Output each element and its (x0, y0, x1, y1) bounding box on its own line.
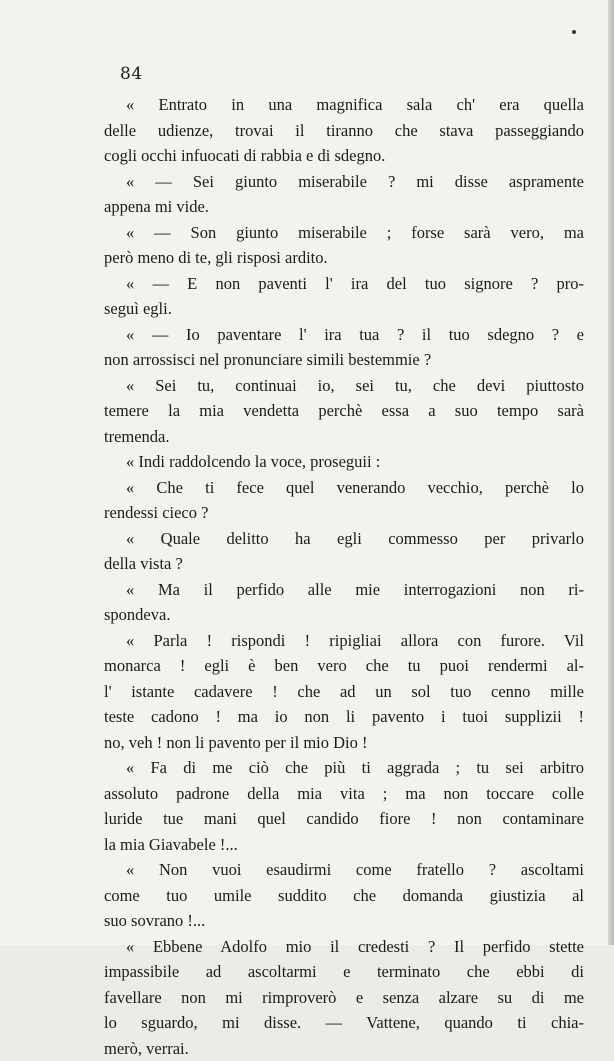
text-line: delle udienze, trovai il tiranno che stava passeggiando (104, 118, 584, 144)
text-line: monarca ! egli è ben vero che tu puoi rendermi al- (104, 653, 584, 679)
text-line: teste cadono ! ma io non li pavento i tuoi supplizii ! (104, 704, 584, 730)
text-line: « Che ti fece quel venerando vecchio, perchè lo (104, 475, 584, 501)
text-line: seguì egli. (104, 296, 584, 322)
text-line: « Quale delitto ha egli commesso per privarlo (104, 526, 584, 552)
text-line: della vista ? (104, 551, 584, 577)
body-text (104, 92, 584, 1061)
text-line: « — Sei giunto miserabile ? mi disse aspramente (104, 169, 584, 195)
text-line: come tuo umile suddito che domanda giustizia al (104, 883, 584, 909)
text-line: rendessi cieco ? (104, 500, 584, 526)
page-number: 84 (120, 64, 143, 84)
text-line: l' istante cadavere ! che ad un sol tuo cenno mille (104, 679, 584, 705)
text-line: però meno di te, gli risposi ardito. (104, 245, 584, 271)
text-line: « Non vuoi esaudirmi come fratello ? ascoltami (104, 857, 584, 883)
text-line: spondeva. (104, 602, 584, 628)
text-line: cogli occhi infuocati di rabbia e di sdegno. (104, 143, 584, 169)
text-line: lo sguardo, mi disse. — Vattene, quando ti chia- (104, 1010, 584, 1036)
text-line: no, veh ! non li pavento per il mio Dio ! (104, 730, 584, 756)
text-line: « Indi raddolcendo la voce, proseguii : (104, 449, 584, 475)
text-line: « Parla ! rispondi ! ripigliai allora con furore. Vil (104, 628, 584, 654)
text-line: assoluto padrone della mia vita ; ma non toccare colle (104, 781, 584, 807)
text-line: temere la mia vendetta perchè essa a suo tempo sarà (104, 398, 584, 424)
text-line: favellare non mi rimproverò e senza alzare su di me (104, 985, 584, 1011)
text-line: appena mi vide. (104, 194, 584, 220)
text-line: « — Io paventare l' ira tua ? il tuo sdegno ? e (104, 322, 584, 348)
text-line: merò, verrai. (104, 1036, 584, 1061)
text-line: non arrossisci nel pronunciare simili bestemmie ? (104, 347, 584, 373)
text-line: la mia Giavabele !... (104, 832, 584, 858)
text-line: « Ma il perfido alle mie interrogazioni non ri- (104, 577, 584, 603)
text-line: « — Son giunto miserabile ; forse sarà vero, ma (104, 220, 584, 246)
text-line: luride tue mani quel candido fiore ! non contaminare (104, 806, 584, 832)
text-line: suo sovrano !... (104, 908, 584, 934)
text-line: « Ebbene Adolfo mio il credesti ? Il perfido stette (104, 934, 584, 960)
text-line: « Sei tu, continuai io, sei tu, che devi piuttosto (104, 373, 584, 399)
text-line: tremenda. (104, 424, 584, 450)
text-line: impassibile ad ascoltarmi e terminato che ebbi di (104, 959, 584, 985)
text-line: « Entrato in una magnifica sala ch' era quella (104, 92, 584, 118)
text-line: « Fa di me ciò che più ti aggrada ; tu sei arbitro (104, 755, 584, 781)
page-edge (608, 0, 614, 945)
ink-speck (572, 30, 576, 34)
text-line: « — E non paventi l' ira del tuo signore ? pro- (104, 271, 584, 297)
